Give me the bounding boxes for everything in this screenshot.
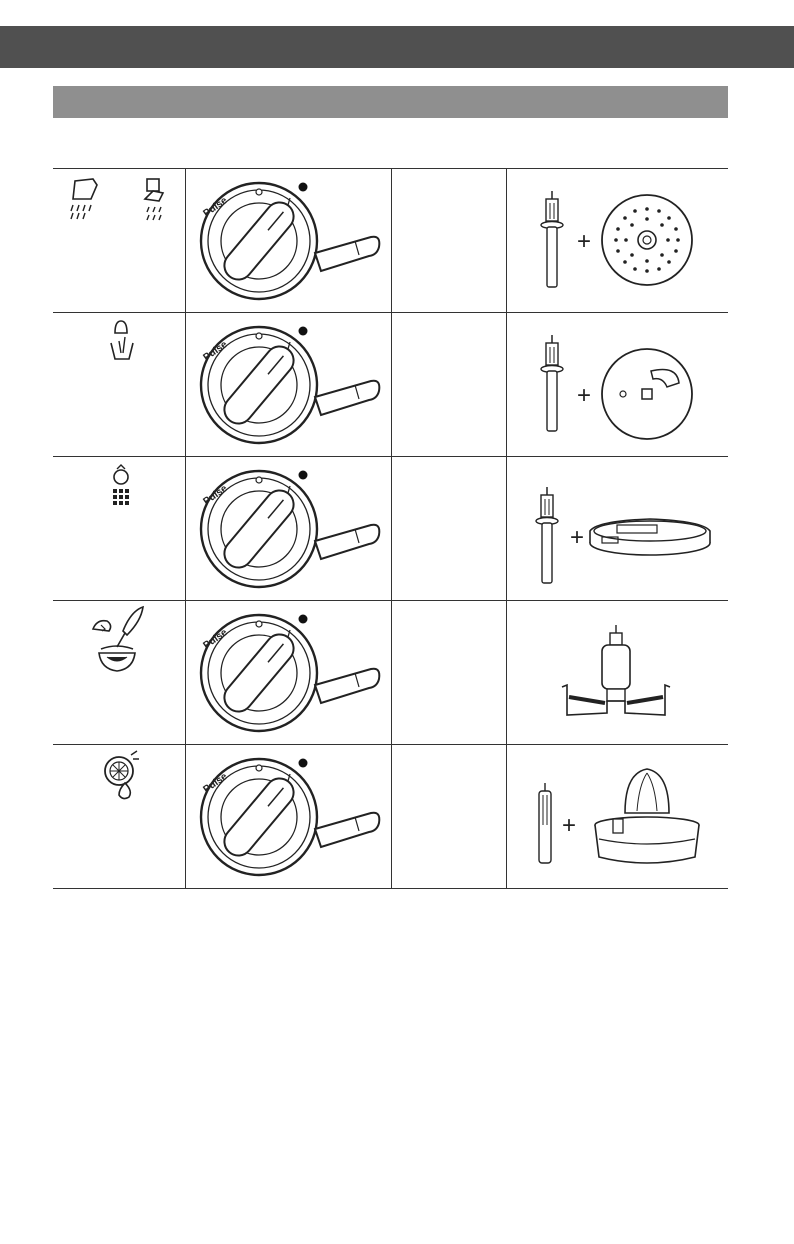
drive-adapter-icon [539, 783, 551, 863]
food-icon-cell [53, 601, 186, 745]
table-row [53, 169, 728, 313]
slicing-disc-icon [602, 349, 692, 439]
dial-label: Pulse [201, 771, 230, 796]
drive-adapter-icon [541, 191, 563, 287]
speed-dial [186, 601, 391, 744]
svg-text:+: + [577, 228, 592, 255]
egg-whip-icon [562, 625, 670, 715]
speed-cell [392, 601, 507, 745]
citrus-press-icon [105, 751, 139, 799]
dial-label: Pulse [201, 195, 230, 220]
speed-dial [186, 169, 391, 312]
speed-cell [392, 457, 507, 601]
food-icon-cell [53, 457, 186, 601]
accessory-cell [507, 601, 729, 745]
speed-dial [186, 745, 391, 888]
svg-text:+: + [577, 382, 592, 409]
section-header-bar [0, 26, 794, 68]
accessory-cell [507, 745, 729, 889]
food-icon-cell [53, 313, 186, 457]
speed-dial-cell [186, 313, 392, 457]
dial-label: Pulse [201, 483, 230, 508]
speed-dial [186, 457, 391, 600]
speed-dial [186, 313, 391, 456]
speed-dial-cell [186, 457, 392, 601]
table-row [53, 745, 728, 889]
table-row [53, 313, 728, 457]
drive-adapter-icon [536, 487, 558, 583]
speed-cell [392, 169, 507, 313]
slice-icon [111, 321, 133, 359]
speed-dial-cell [186, 745, 392, 889]
shredding-disc-icon [602, 195, 692, 285]
drive-adapter-icon [541, 335, 563, 431]
processing-guide-table [53, 168, 728, 889]
table-row [53, 457, 728, 601]
speed-dial-cell [186, 169, 392, 313]
accessory-cell [507, 169, 729, 313]
dial-label: Pulse [201, 339, 230, 364]
shred-fine-icon [71, 179, 97, 219]
shred-coarse-icon [145, 179, 163, 220]
speed-cell [392, 745, 507, 889]
dial-label: Pulse [201, 627, 230, 652]
dicing-kit-icon [590, 519, 710, 555]
speed-dial-cell [186, 601, 392, 745]
subsection-header-bar [53, 86, 728, 118]
accessory-cell [507, 313, 729, 457]
citrus-press-icon [595, 769, 699, 863]
table-row [53, 601, 728, 745]
food-icon-cell [53, 745, 186, 889]
dice-icon [113, 465, 129, 505]
food-icon-cell [53, 169, 186, 313]
svg-text:+: + [562, 812, 577, 839]
svg-text:+: + [570, 524, 585, 551]
accessory-cell [507, 457, 729, 601]
whip-icon [93, 607, 143, 671]
speed-cell [392, 313, 507, 457]
